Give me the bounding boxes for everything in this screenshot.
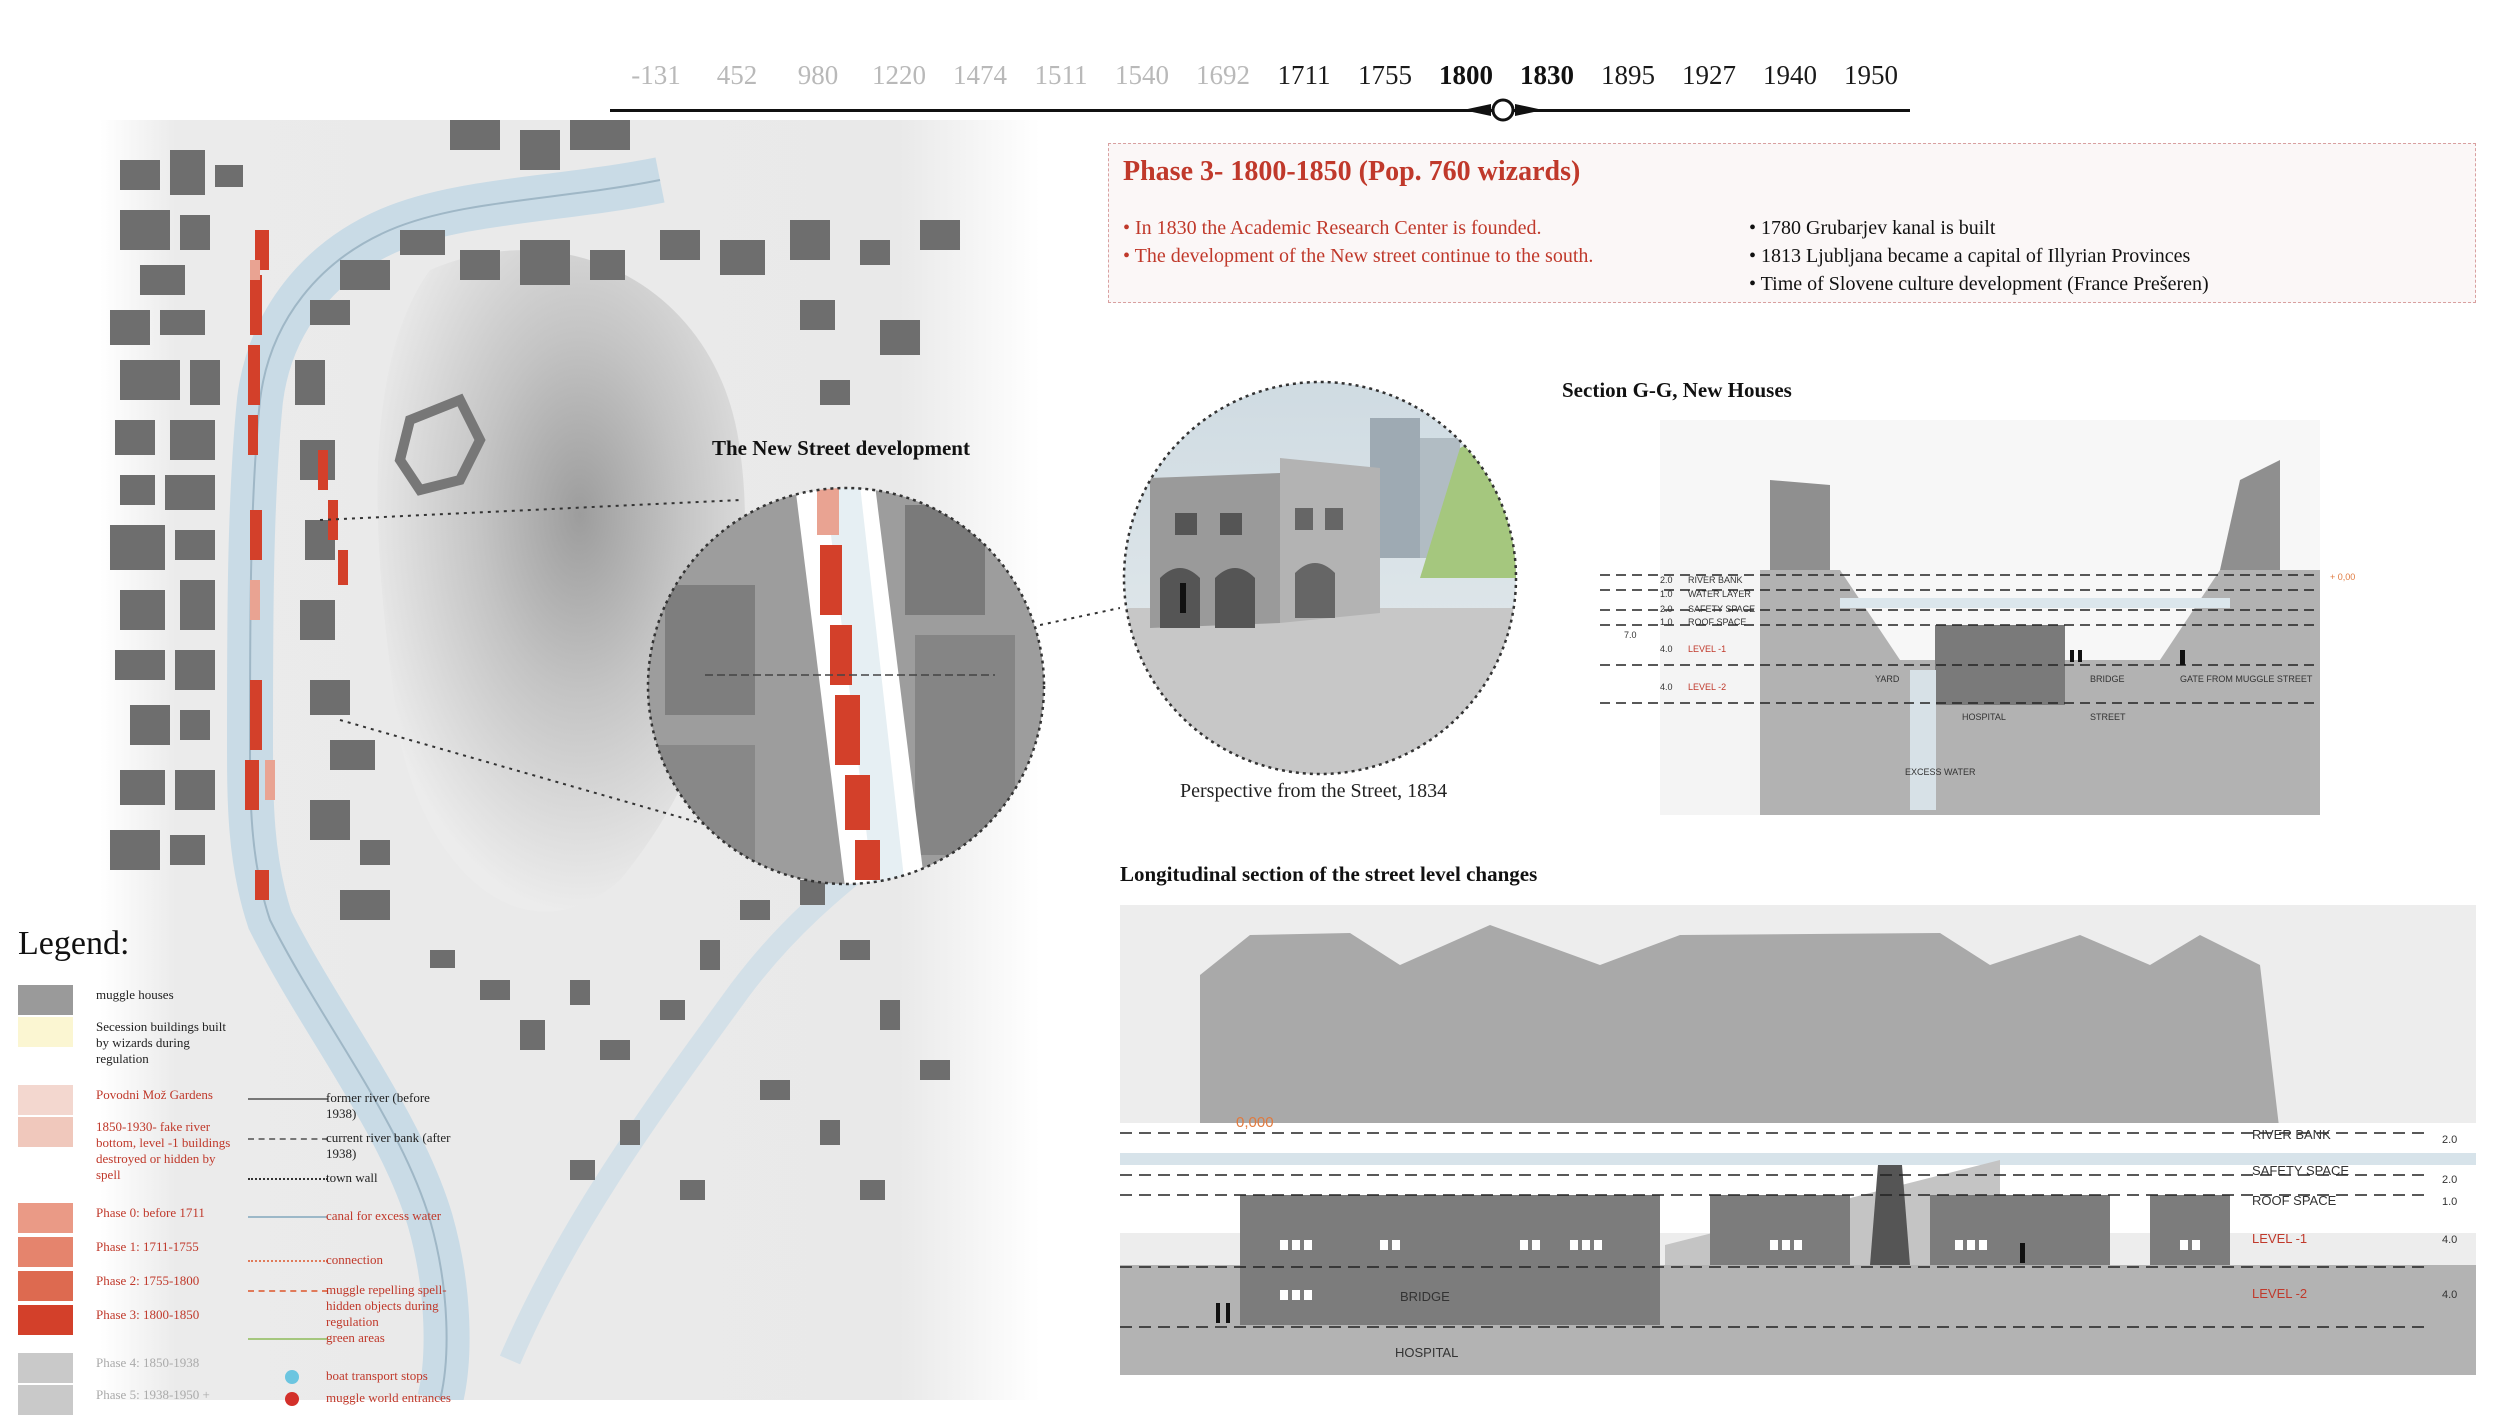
long-section-drawing — [1120, 905, 2476, 1375]
connector-line — [1040, 600, 1120, 630]
legend-swatch — [18, 1203, 73, 1233]
legend-line — [248, 1338, 328, 1340]
gg-person — [2070, 650, 2074, 662]
legend-swatch — [18, 1017, 73, 1047]
legend-line — [248, 1138, 328, 1140]
timeline-year[interactable]: 1711 — [1277, 60, 1331, 90]
long-section-title: Longitudinal section of the street level changes — [1120, 862, 1538, 886]
phase-event: • The development of the New street continue to the south. — [1123, 245, 1594, 267]
gg-dim: 2.0 — [1660, 575, 1673, 585]
gg-annotation: BRIDGE — [2090, 674, 2125, 684]
perspective-caption: Perspective from the Street, 1834 — [1180, 780, 1448, 802]
timeline-year[interactable]: 1755 — [1358, 60, 1412, 90]
gg-dim: 1.0 — [1660, 617, 1673, 627]
legend-swatch — [18, 1271, 73, 1301]
legend-label: former river (before 1938) — [326, 1090, 430, 1121]
gg-dim: 7.0 — [1624, 630, 1637, 640]
legend-title: Legend: — [18, 925, 130, 962]
legend-swatch — [18, 1353, 73, 1383]
perspective-view — [1120, 378, 1520, 778]
section-house — [2150, 1195, 2230, 1265]
phase-world-events — [1749, 214, 2209, 298]
ls-dim: 2.0 — [2442, 1134, 2458, 1146]
gg-dim: 2.0 — [1660, 604, 1673, 614]
legend-dot — [285, 1370, 299, 1384]
legend-label: Secession buildings built by wizards during regulation — [96, 1019, 226, 1066]
legend-label: muggle houses — [96, 987, 174, 1002]
gg-label: RIVER BANK — [1688, 575, 1743, 585]
timeline-track[interactable] — [610, 109, 1910, 112]
ls-dim: 1.0 — [2442, 1196, 2458, 1208]
gg-dim: 4.0 — [1660, 644, 1673, 654]
legend-line — [248, 1216, 328, 1218]
ls-dim: 2.0 — [2442, 1174, 2458, 1186]
legend-label: Phase 5: 1938-1950 + — [96, 1387, 210, 1402]
legend-swatch — [18, 985, 73, 1015]
phase-wizard-events — [1123, 214, 1593, 270]
section-house — [1710, 1195, 1850, 1265]
ls-elevation-marker: 0,000 — [1236, 1114, 1274, 1131]
section-house — [1240, 1195, 1660, 1325]
timeline-year[interactable]: 1800 — [1439, 60, 1493, 90]
phase-title: Phase 3- 1800-1850 (Pop. 760 wizards) — [1123, 156, 1581, 187]
timeline-year[interactable]: 1511 — [1034, 60, 1088, 90]
legend-label: Phase 4: 1850-1938 — [96, 1355, 200, 1370]
legend-swatch — [18, 1237, 73, 1267]
legend-label: Phase 0: before 1711 — [96, 1205, 205, 1220]
phase-info-box — [1108, 143, 2476, 303]
legend-swatch — [18, 1385, 73, 1415]
ls-dim: 4.0 — [2442, 1234, 2458, 1246]
ls-annotation: BRIDGE — [1400, 1289, 1450, 1304]
legend-label: muggle world entrances — [326, 1390, 451, 1405]
gg-person — [2078, 650, 2082, 662]
timeline-year[interactable]: 1950 — [1844, 60, 1898, 90]
legend-line — [248, 1290, 328, 1292]
phase-event: • 1813 Ljubljana became a capital of Illyrian Provinces — [1749, 245, 2191, 267]
gg-label: SAFETY SPACE — [1688, 604, 1756, 614]
legend-label: green areas — [326, 1330, 385, 1345]
gg-person — [2180, 650, 2185, 665]
legend-swatch — [18, 1085, 73, 1115]
gg-label: LEVEL -1 — [1688, 644, 1727, 654]
gg-dim: 4.0 — [1660, 682, 1673, 692]
gg-dim: 1.0 — [1660, 589, 1673, 599]
timeline-year[interactable]: 1474 — [953, 60, 1007, 90]
legend-label: Povodni Mož Gardens — [96, 1087, 213, 1102]
ls-label: ROOF SPACE — [2252, 1193, 2337, 1208]
gg-annotation: YARD — [1875, 674, 1900, 684]
ls-dim: 4.0 — [2442, 1289, 2458, 1301]
legend-label: Phase 1: 1711-1755 — [96, 1239, 199, 1254]
legend-label: town wall — [326, 1170, 378, 1185]
gg-annotation: GATE FROM MUGGLE STREET — [2180, 674, 2313, 684]
gg-label: LEVEL -2 — [1688, 682, 1727, 692]
timeline-year[interactable]: 1540 — [1115, 60, 1169, 90]
timeline-year[interactable]: 1927 — [1682, 60, 1736, 90]
legend-label: muggle repelling spell- hidden objects during regulation — [326, 1282, 447, 1329]
legend-swatches — [18, 985, 238, 1415]
zoom-circle — [645, 485, 1047, 887]
gg-annotation: EXCESS WATER — [1905, 767, 1976, 777]
phase-event: • Time of Slovene culture development (France Prešeren) — [1749, 273, 2209, 295]
legend-label: Phase 3: 1800-1850 — [96, 1307, 200, 1322]
timeline-slider-handle[interactable] — [1463, 98, 1543, 122]
timeline-year[interactable]: 1830 — [1520, 60, 1574, 90]
timeline-year[interactable]: 1895 — [1601, 60, 1655, 90]
ls-annotation: HOSPITAL — [1395, 1345, 1459, 1360]
legend-label: 1850-1930- fake river bottom, level -1 buildings destroyed or hidden by spell — [96, 1119, 231, 1182]
legend-line — [248, 1178, 328, 1180]
ls-label: LEVEL -1 — [2252, 1231, 2308, 1246]
map-title: The New Street development — [712, 436, 970, 460]
background-silhouette — [1200, 925, 2280, 1135]
timeline-year[interactable]: 1692 — [1196, 60, 1250, 90]
phase-event: • 1780 Grubarjev kanal is built — [1749, 217, 1996, 239]
legend-label: Phase 2: 1755-1800 — [96, 1273, 200, 1288]
timeline-year[interactable]: 1220 — [872, 60, 926, 90]
ls-label: RIVER BANK — [2252, 1127, 2331, 1142]
ls-label: LEVEL -2 — [2252, 1286, 2308, 1301]
legend-swatch — [18, 1117, 73, 1147]
timeline-year[interactable]: 1940 — [1763, 60, 1817, 90]
gg-label: ROOF SPACE — [1688, 617, 1747, 627]
section-gg-title: Section G-G, New Houses — [1562, 378, 1792, 402]
section-gg-drawing — [1600, 420, 2360, 815]
legend-swatch — [18, 1305, 73, 1335]
legend-label: canal for excess water — [326, 1208, 442, 1223]
legend-dot — [285, 1392, 299, 1406]
legend-line — [248, 1098, 328, 1100]
legend-label: boat transport stops — [326, 1368, 428, 1383]
ls-label: SAFETY SPACE — [2252, 1163, 2350, 1178]
timeline[interactable] — [610, 52, 1910, 122]
gg-elevation-marker: + 0,00 — [2330, 572, 2356, 582]
legend-lines — [240, 1090, 460, 1415]
legend-label: connection — [326, 1252, 384, 1267]
legend-label: current river bank (after 1938) — [326, 1130, 451, 1161]
legend-line — [248, 1260, 328, 1262]
gg-label: WATER LAYER — [1688, 589, 1751, 599]
timeline-year[interactable]: -131 — [631, 60, 681, 90]
timeline-year[interactable]: 452 — [716, 60, 758, 90]
timeline-year[interactable]: 980 — [797, 60, 839, 90]
phase-event: • In 1830 the Academic Research Center is founded. — [1123, 217, 1542, 239]
gg-annotation: HOSPITAL — [1962, 712, 2006, 722]
gg-annotation: STREET — [2090, 712, 2126, 722]
